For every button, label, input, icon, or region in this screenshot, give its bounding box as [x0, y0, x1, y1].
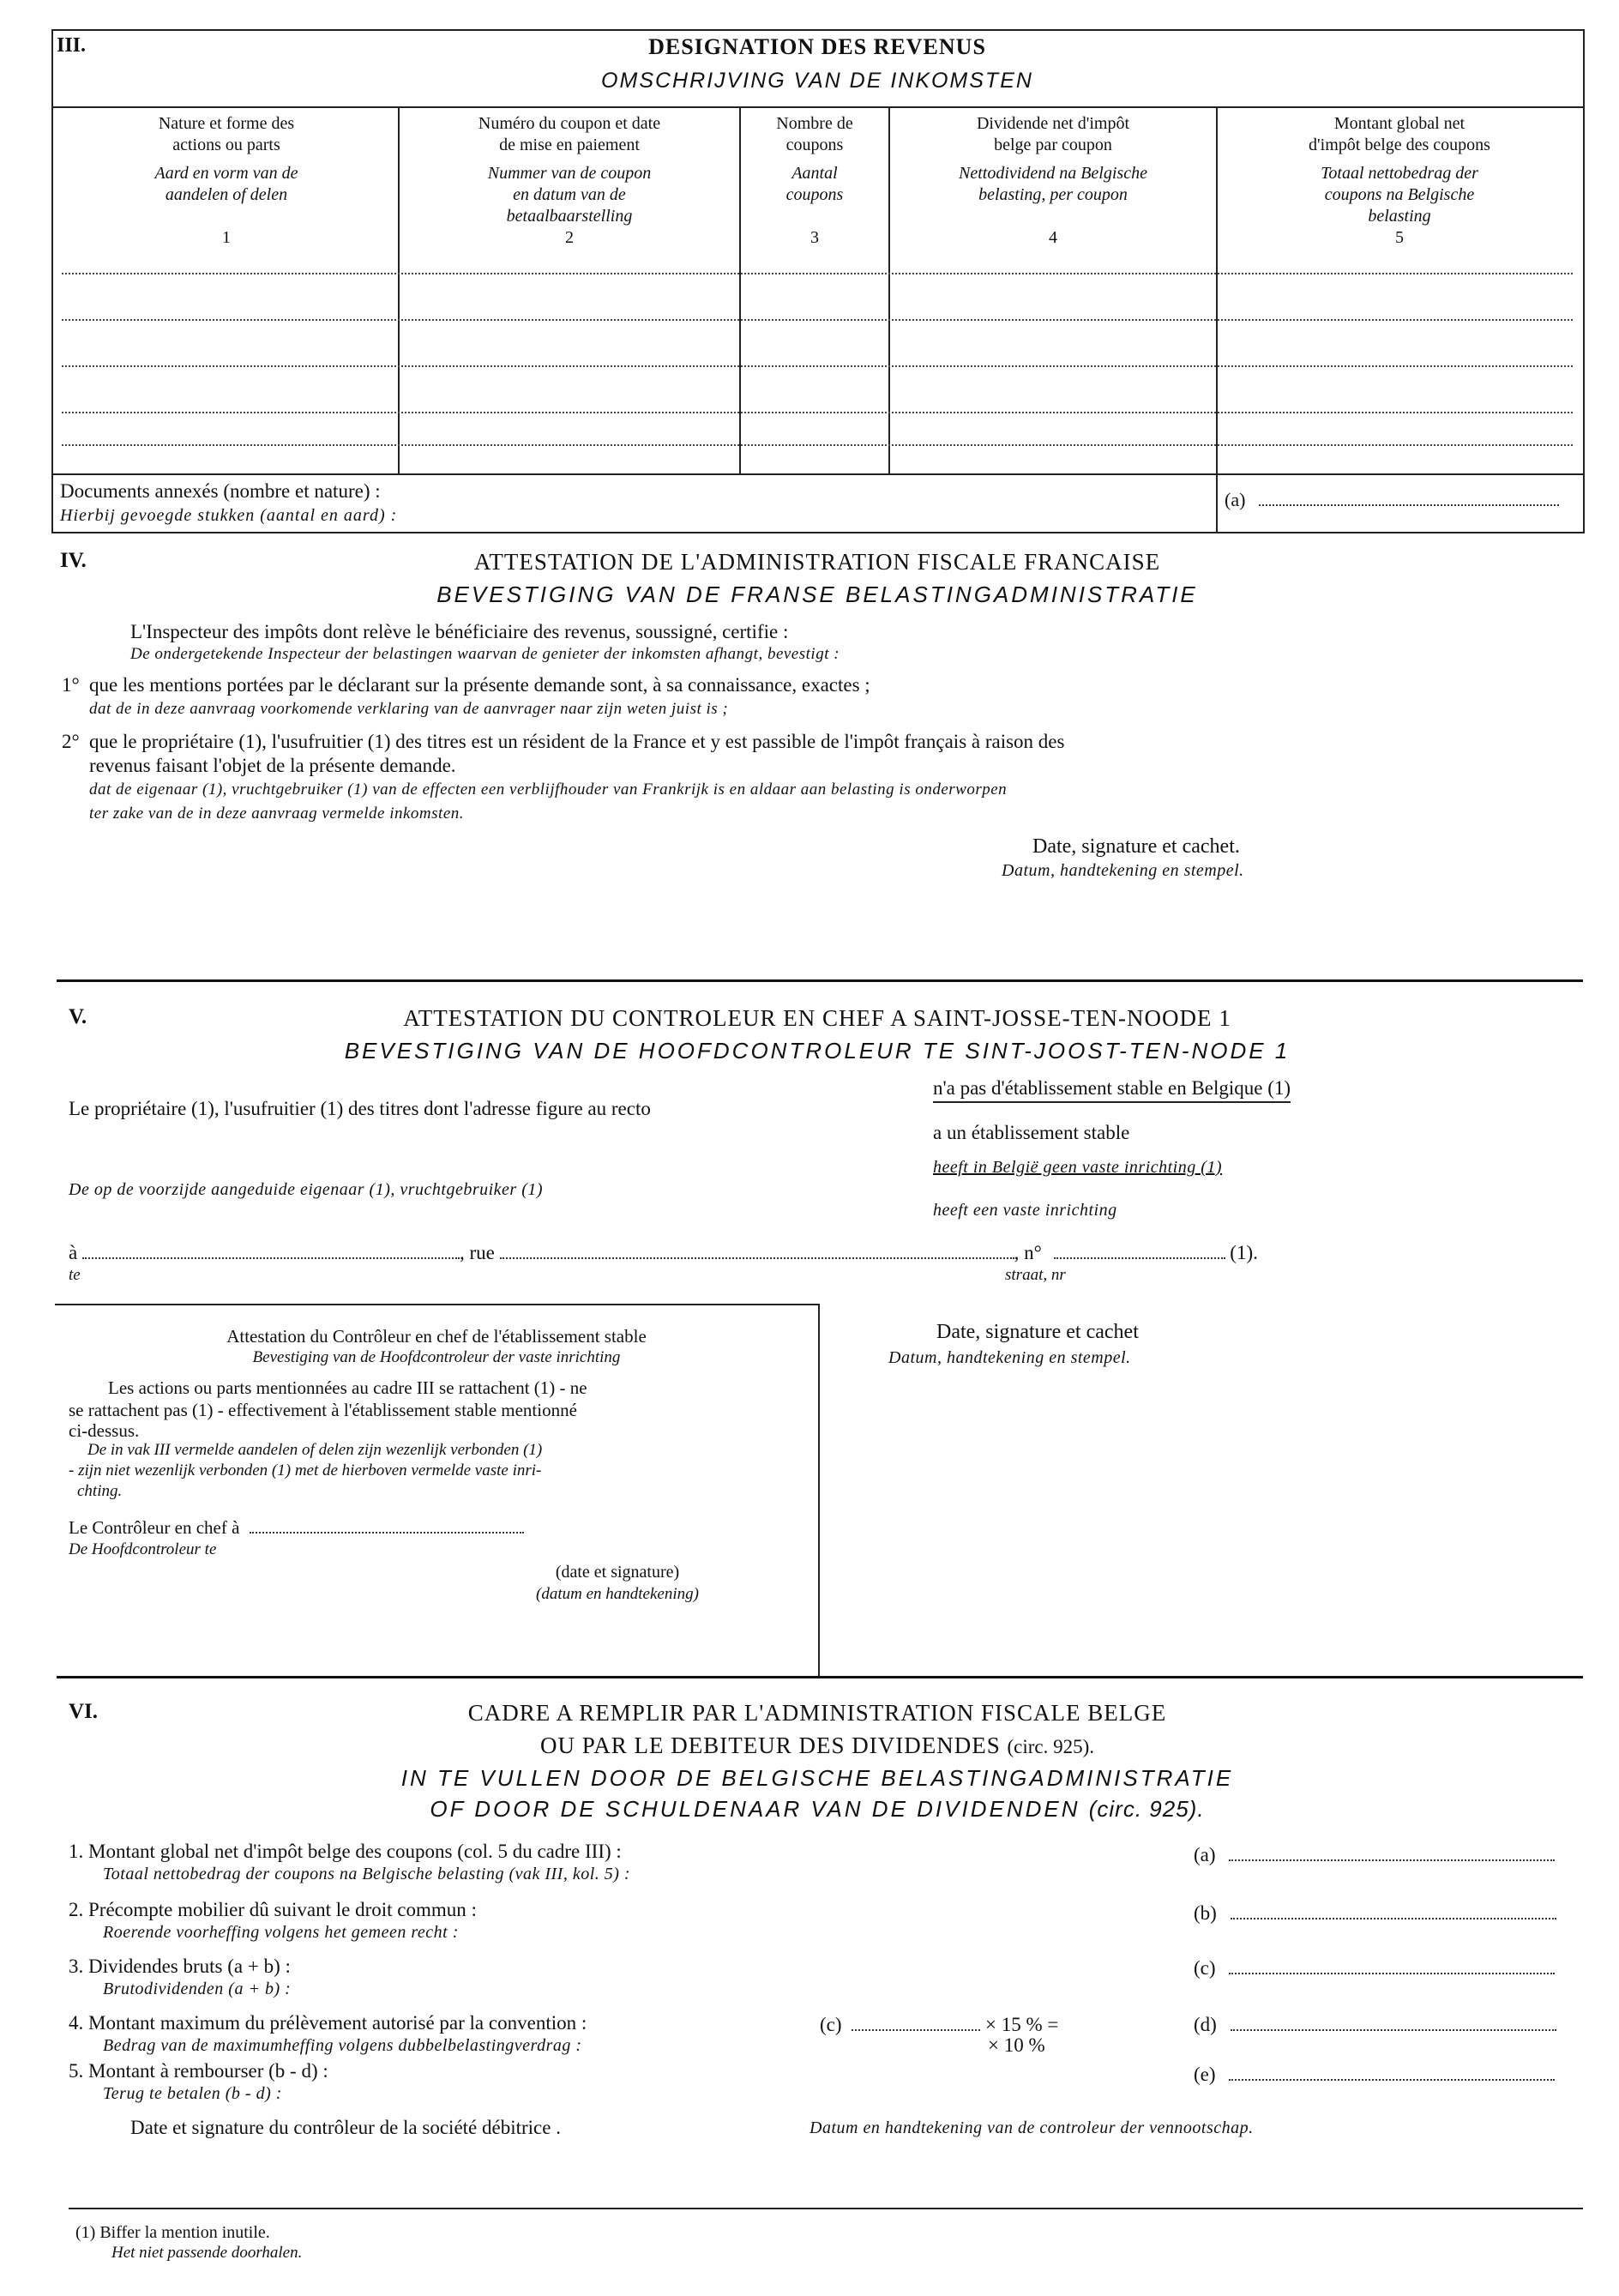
option-establishment-nl[interactable]: heeft een vaste inrichting: [933, 1201, 1117, 1220]
section-4-title-nl: BEVESTIGING VAN DE FRANSE BELASTINGADMINISTRATIE: [436, 582, 1198, 607]
footnote-nl: Het niet passende doorhalen.: [111, 2244, 303, 2262]
section-4-p1-num: 1°: [62, 674, 80, 696]
section-6-title-fr2: OU PAR LE DEBITEUR DES DIVIDENDES (circ. 925).: [539, 1733, 1095, 1758]
section-5-number: V.: [69, 1005, 87, 1028]
section-6-sign-fr: Date et signature du contrôleur de la société débitrice .: [130, 2117, 561, 2138]
section-4-sign-fr: Date, signature et cachet.: [1032, 835, 1240, 858]
col-header-2: Numéro du coupon et date de mise en paiement Nummer van de coupon en datum van de betaalbaarstelling 2: [478, 114, 661, 247]
item-1-amount-field[interactable]: [1194, 1844, 1580, 1866]
box-text-fr1: Les actions ou parts mentionnées au cadre III se rattachent (1) - ne: [108, 1377, 587, 1398]
section-4-p2-fr1: que le propriétaire (1), l'usufruitier (1) des titres est un résident de la France et y est passible de l'impôt français à raison des: [89, 731, 1065, 752]
section-4-intro-fr: L'Inspecteur des impôts dont relève le bénéficiaire des revenus, soussigné, certifie :: [130, 621, 789, 642]
option-no-establishment-fr[interactable]: n'a pas d'établissement stable en Belgique (1): [933, 1077, 1291, 1103]
box-date-signature-nl: (datum en handtekening): [536, 1585, 699, 1603]
item-4-amount-field[interactable]: [1194, 2014, 1580, 2036]
address-straat-label: straat, nr: [1005, 1266, 1066, 1284]
address-ref: (1).: [1230, 1242, 1258, 1263]
item-3-amount-field[interactable]: [1194, 1957, 1580, 1980]
section-4-intro-nl: De ondergetekende Inspecteur der belastingen waarvan de genieter der inkomsten afhangt, bevestigt :: [130, 645, 840, 663]
item-1-nl: Totaal nettobedrag der coupons na Belgische belasting (vak III, kol. 5) :: [103, 1865, 631, 1883]
divider-section-5: [57, 979, 1583, 982]
section-5-title-nl: BEVESTIGING VAN DE HOOFDCONTROLEUR TE SINT-JOOST-TEN-NODE 1: [344, 1038, 1291, 1064]
item-4-calc-10: × 10 %: [988, 2034, 1045, 2056]
item-5-nl: Terug te betalen (b - d) :: [103, 2084, 282, 2103]
section-5-owner-nl: De op de voorzijde aangeduide eigenaar (1), vruchtgebruiker (1): [69, 1180, 544, 1199]
footnote-fr: (1) Biffer la mention inutile.: [75, 2223, 270, 2242]
section-3-header-divider: [51, 106, 1583, 108]
box-text-fr2: se rattachent pas (1) - effectivement à l'établissement stable mentionné: [69, 1400, 577, 1420]
annex-label-fr: Documents annexés (nombre et nature) :: [60, 480, 381, 502]
item-2-fr: 2. Précompte mobilier dû suivant le droit commun :: [69, 1899, 477, 1920]
item-4-fr: 4. Montant maximum du prélèvement autorisé par la convention :: [69, 2012, 587, 2034]
item-5-amount-field[interactable]: [1194, 2064, 1580, 2086]
section-5-sign-nl: Datum, handtekening en stempel.: [888, 1348, 1131, 1367]
address-street-field[interactable]: [500, 1242, 1014, 1259]
section-5-title-fr: ATTESTATION DU CONTROLEUR EN CHEF A SAINT-JOSSE-TEN-NOODE 1: [403, 1005, 1231, 1031]
section-4-number: IV.: [60, 549, 87, 572]
address-number-label: , n°: [1014, 1242, 1042, 1263]
controller-label-fr: Le Contrôleur en chef à: [69, 1517, 240, 1538]
section-3-title-nl: OMSCHRIJVING VAN DE INKOMSTEN: [601, 69, 1033, 93]
address-line[interactable]: [69, 1242, 1492, 1264]
box-title-fr: Attestation du Contrôleur en chef de l'établissement stable: [226, 1326, 647, 1347]
box-text-nl2: - zijn niet wezenlijk verbonden (1) met de hierboven vermelde vaste inri-: [69, 1461, 542, 1479]
controller-line[interactable]: [69, 1516, 524, 1539]
col-header-5: Montant global net d'impôt belge des coupons Totaal nettobedrag der coupons na Belgische belasting 5: [1309, 114, 1490, 247]
section-3-table-bottom: [51, 473, 1583, 475]
section-4-p2-num: 2°: [62, 731, 80, 752]
annex-label-nl: Hierbij gevoegde stukken (aantal en aard) :: [60, 506, 398, 525]
section-6-sign-nl: Datum en handtekening van de controleur der vennootschap.: [810, 2118, 1254, 2137]
footnote-divider: [69, 2208, 1583, 2209]
box-title-nl: Bevestiging van de Hoofdcontroleur der vaste inrichting: [252, 1348, 621, 1366]
item-4-calc[interactable]: [820, 2014, 1058, 2036]
section-4-p2-nl2: ter zake van de in deze aanvraag vermelde inkomsten.: [89, 805, 465, 823]
box-text-nl1: De in vak III vermelde aandelen of delen zijn wezenlijk verbonden (1): [87, 1441, 543, 1459]
item-3-ref: (c): [1194, 1957, 1216, 1979]
item-4-ref: (d): [1194, 2014, 1217, 2035]
address-city-label: à: [69, 1242, 78, 1263]
section-5-sign-fr: Date, signature et cachet: [936, 1321, 1139, 1343]
annex-ref-label: (a): [1225, 489, 1246, 510]
divider-section-6: [57, 1676, 1583, 1678]
section-4-p1-nl: dat de in deze aanvraag voorkomende verklaring van de aanvrager naar zijn weten juist is ;: [89, 700, 729, 718]
item-1-fr: 1. Montant global net d'impôt belge des coupons (col. 5 du cadre III) :: [69, 1841, 622, 1862]
box-text-fr3: ci-dessus.: [69, 1420, 140, 1441]
item-5-fr: 5. Montant à rembourser (b - d) :: [69, 2060, 328, 2082]
section-6-title-nl2: OF DOOR DE SCHULDENAAR VAN DE DIVIDENDEN (circ. 925).: [430, 1796, 1205, 1822]
col-header-1: Nature et forme des actions ou parts Aard en vorm van de aandelen of delen 1: [154, 114, 298, 247]
section-5-owner-fr: Le propriétaire (1), l'usufruitier (1) des titres dont l'adresse figure au recto: [69, 1098, 651, 1119]
section-4-title-fr: ATTESTATION DE L'ADMINISTRATION FISCALE FRANCAISE: [473, 549, 1161, 575]
item-4-calc-15: × 15 % =: [985, 2014, 1059, 2035]
section-4-p1-fr: que les mentions portées par le déclarant sur la présente demande sont, à sa connaissance, exactes ;: [89, 674, 870, 696]
section-6-title-fr1: CADRE A REMPLIR PAR L'ADMINISTRATION FISCALE BELGE: [467, 1700, 1167, 1726]
section-4-p2-fr2: revenus faisant l'objet de la présente demande.: [89, 755, 456, 776]
item-1-ref: (a): [1194, 1844, 1216, 1865]
address-number-field[interactable]: [1054, 1242, 1225, 1259]
col-header-4: Dividende net d'impôt belge par coupon Nettodividend na Belgische belasting, per coupon 4: [959, 114, 1147, 247]
item-4-calc-c: (c): [820, 2014, 842, 2035]
address-street-label: , rue: [459, 1242, 495, 1263]
item-2-amount-field[interactable]: [1194, 1902, 1580, 1925]
section-6-title-nl1: IN TE VULLEN DOOR DE BELGISCHE BELASTINGADMINISTRATIE: [400, 1765, 1234, 1791]
item-4-nl: Bedrag van de maximumheffing volgens dubbelbelastingverdrag :: [103, 2036, 582, 2055]
item-5-ref: (e): [1194, 2064, 1216, 2085]
section-3-number: III.: [57, 34, 87, 57]
section-3-title-fr: DESIGNATION DES REVENUS: [648, 34, 986, 59]
item-3-nl: Brutodividenden (a + b) :: [103, 1980, 292, 1998]
item-3-fr: 3. Dividendes bruts (a + b) :: [69, 1956, 291, 1977]
section-4-sign-nl: Datum, handtekening en stempel.: [1002, 861, 1244, 880]
section-4-p2-nl1: dat de eigenaar (1), vruchtgebruiker (1) van de effecten een verblijfhouder van Frankrijk is en aldaar aan belasting is onderworpen: [89, 780, 1008, 798]
box-text-nl3: chting.: [77, 1482, 123, 1500]
annex-amount-field[interactable]: [1225, 489, 1576, 511]
item-2-nl: Roerende voorheffing volgens het gemeen recht :: [103, 1923, 459, 1942]
table-row[interactable]: [53, 257, 1581, 470]
option-no-establishment-nl[interactable]: heeft in België geen vaste inrichting (1): [933, 1158, 1223, 1177]
box-date-signature-fr: (date et signature): [555, 1563, 680, 1582]
address-city-field[interactable]: [82, 1242, 460, 1259]
col-header-3: Nombre de coupons Aantal coupons 3: [776, 114, 853, 247]
section-6-number: VI.: [69, 1700, 99, 1723]
item-2-ref: (b): [1194, 1902, 1217, 1924]
controller-city-field[interactable]: [250, 1516, 524, 1534]
controller-label-nl: De Hoofdcontroleur te: [69, 1540, 217, 1558]
address-te-label: te: [69, 1266, 81, 1284]
option-establishment-fr[interactable]: a un établissement stable: [933, 1122, 1130, 1143]
